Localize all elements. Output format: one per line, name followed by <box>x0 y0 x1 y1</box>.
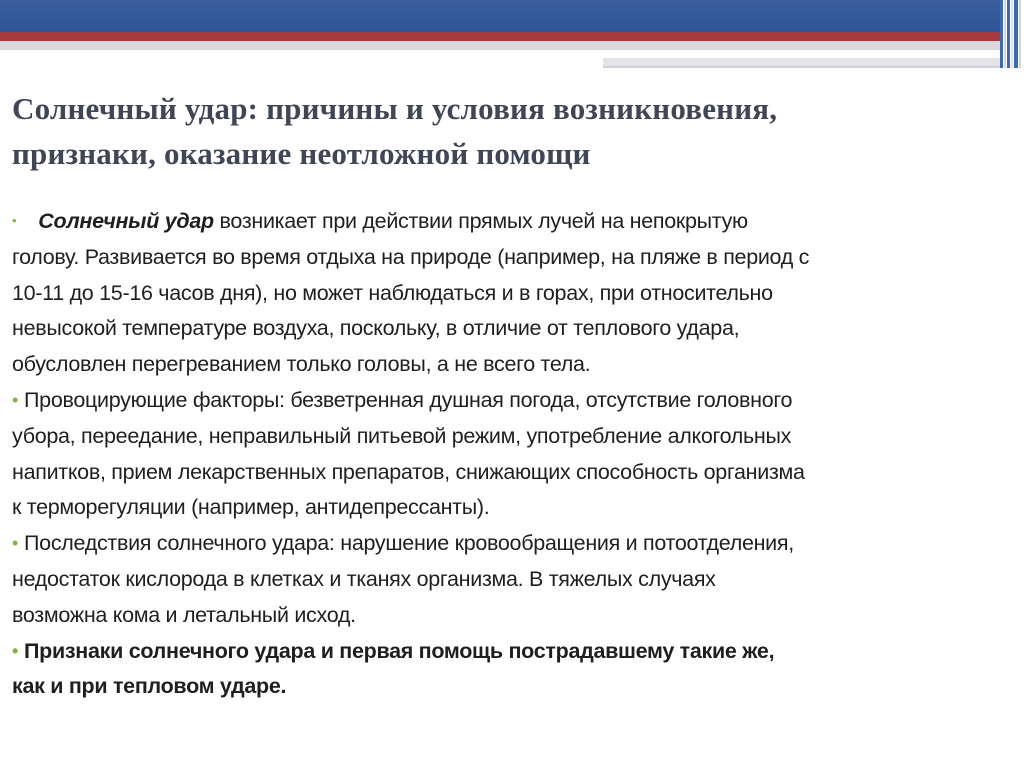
header-gray-stripe <box>0 41 1000 50</box>
paragraph-line: возникает при действии прямых лучей на непокрытую <box>213 209 748 233</box>
paragraph-line: обусловлен перегреванием только головы, а не всего тела. <box>12 352 591 377</box>
paragraph-line: убора, переедание, неправильный питьевой режим, употребление алкогольных <box>12 423 792 448</box>
header-thin-stripe <box>603 58 1000 66</box>
paragraph-first-aid <box>12 634 1012 706</box>
edge-bar <box>1011 0 1013 68</box>
paragraph-line: 10-11 до 15-16 часов дня), но может наблюдаться и в горах, при относительно <box>12 280 773 305</box>
paragraph-line: Признаки солнечного удара и первая помощь пострадавшему такие же, <box>24 638 775 663</box>
title-line-1: Солнечный удар: причины и условия возникновения, <box>12 91 778 126</box>
bullet-icon: • <box>12 213 17 228</box>
edge-bar <box>1014 0 1018 68</box>
term-sunstroke: Солнечный удар <box>38 209 214 233</box>
header-blue-stripe <box>0 0 1000 32</box>
edge-bar <box>1004 0 1006 68</box>
header-red-stripe <box>0 32 1000 41</box>
paragraph-line: напитков, прием лекарственных препаратов, снижающих способность организма <box>12 459 805 484</box>
paragraph-provoking-factors <box>12 383 1012 526</box>
slide-title <box>12 86 1002 176</box>
header-thin-stripe-2 <box>603 66 1000 68</box>
paragraph-line: как и при тепловом ударе. <box>12 674 287 699</box>
paragraph-line: возможна кома и летальный исход. <box>12 602 356 627</box>
paragraph-line: Провоцирующие факторы: безветренная душная погода, отсутствие головного <box>24 387 793 412</box>
bullet-icon: • <box>12 389 19 410</box>
paragraph-line: к терморегуляции (например, антидепрессанты). <box>12 495 490 520</box>
slide-body <box>12 203 1012 705</box>
paragraph-line: недостаток кислорода в клетках и тканях организма. В тяжелых случаях <box>12 566 716 591</box>
paragraph-line: невысокой температуре воздуха, поскольку, в отличие от теплового удара, <box>12 316 740 341</box>
bullet-icon: • <box>12 640 19 661</box>
title-line-2: признаки, оказание неотложной помощи <box>12 136 591 171</box>
paragraph-line: голову. Развивается во время отдыха на природе (например, на пляже в период с <box>12 244 810 269</box>
paragraph-consequences <box>12 526 1012 633</box>
edge-bar <box>1007 0 1010 68</box>
edge-bar <box>1000 0 1003 68</box>
bullet-icon: • <box>12 533 19 554</box>
paragraph-sunstroke-definition <box>12 203 1012 383</box>
edge-bar <box>1019 0 1021 68</box>
paragraph-line: Последствия солнечного удара: нарушение кровообращения и потоотделения, <box>24 531 794 556</box>
